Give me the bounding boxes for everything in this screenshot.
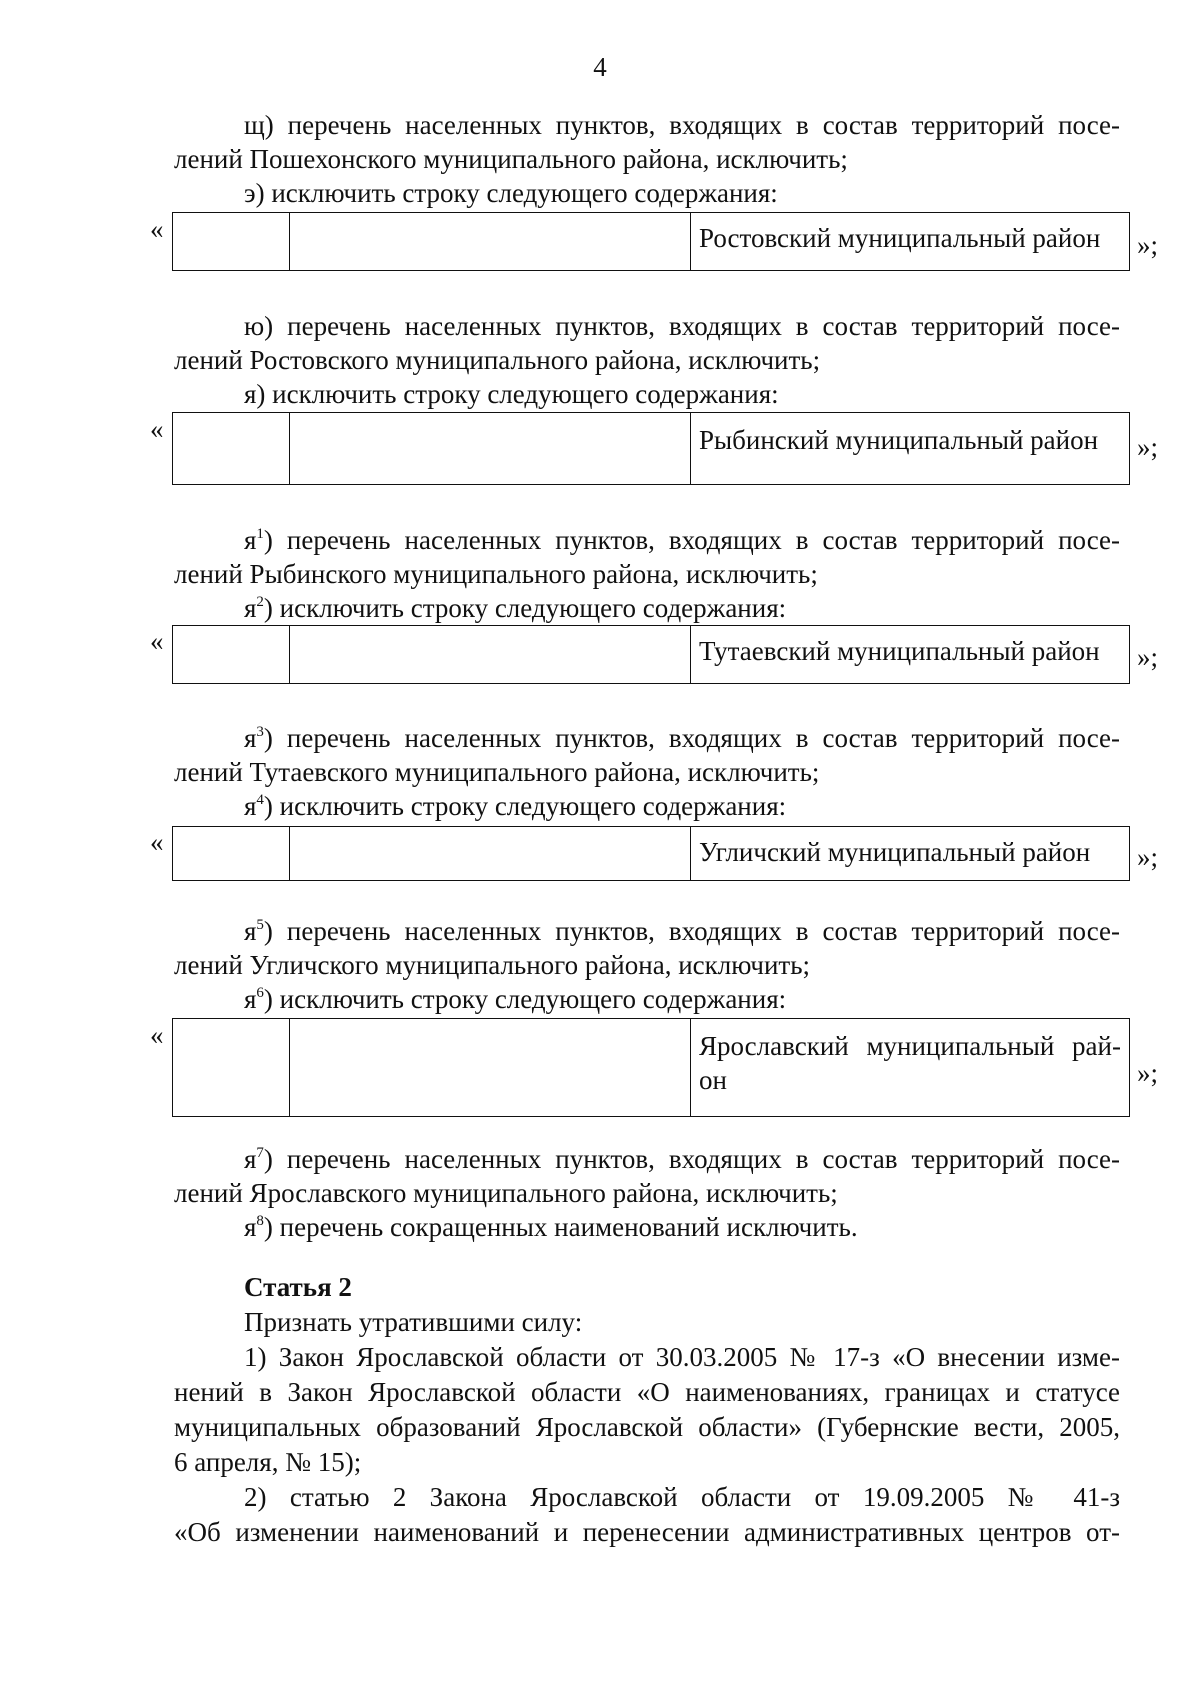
item-ya3-line1: $я^3$) перечень населенных пунктов, входящих в состав территорий посе-	[244, 723, 1120, 753]
item-yu-line2: лений Ростовского муниципального района, исключить;	[174, 345, 821, 375]
item-ya8: $я^8$) перечень сокращенных наименований исключить.	[244, 1212, 858, 1242]
item-shch-line1: щ) перечень населенных пунктов, входящих в состав территорий посе-	[244, 110, 1120, 140]
article-2-p1-line1: 1) Закон Ярославской области от 30.03.2005 № 17-з «О внесении изме-	[244, 1342, 1120, 1372]
article-2-intro: Признать утратившими силу:	[244, 1307, 583, 1337]
article-2-heading: Статья 2	[244, 1272, 352, 1302]
quote-open: «	[150, 414, 164, 444]
quote-close: »;	[1137, 432, 1159, 462]
article-2-p1-line3: муниципальных образований Ярославской области» (Губернские вести, 2005,	[174, 1412, 1120, 1442]
table-cell-empty	[290, 626, 691, 684]
table-cell-empty	[290, 1019, 691, 1117]
table-cell-empty	[173, 827, 290, 881]
table-cell-empty	[173, 213, 290, 271]
item-ya4: $я^4$) исключить строку следующего содержания:	[244, 791, 787, 821]
table-cell-empty	[290, 827, 691, 881]
quote-close: »;	[1137, 1058, 1159, 1088]
excluded-row-table-1	[172, 212, 1130, 271]
table-cell-district: Угличский муниципальный район	[691, 827, 1130, 881]
article-2-p1-line4: 6 апреля, № 15);	[174, 1447, 362, 1477]
district-line1: Ярославский муниципальный рай-	[699, 1031, 1121, 1061]
item-ya3-line2: лений Тутаевского муниципального района, исключить;	[174, 757, 820, 787]
item-ya7-line1: $я^7$) перечень населенных пунктов, входящих в состав территорий посе-	[244, 1144, 1120, 1174]
excluded-row-table-4	[172, 826, 1130, 881]
item-ya1-line1: $я^1$) перечень населенных пунктов, входящих в состав территорий посе-	[244, 525, 1120, 555]
table-cell-empty	[290, 413, 691, 485]
item-ya1-line2: лений Рыбинского муниципального района, исключить;	[174, 559, 818, 589]
table-cell-district: Ростовский муниципальный район	[691, 213, 1130, 271]
quote-close: »;	[1137, 842, 1159, 872]
table-cell-empty	[173, 626, 290, 684]
article-2-p1-line2: нений в Закон Ярославской области «О наименованиях, границах и статусе	[174, 1377, 1120, 1407]
page-number: 4	[593, 52, 607, 82]
excluded-row-table-2	[172, 412, 1130, 485]
quote-close: »;	[1137, 642, 1159, 672]
item-ya7-line2: лений Ярославского муниципального района, исключить;	[174, 1178, 838, 1208]
quote-open: «	[150, 214, 164, 244]
quote-open: «	[150, 827, 164, 857]
item-ya5-line2: лений Угличского муниципального района, исключить;	[174, 950, 811, 980]
article-2-p2-line1: 2) статью 2 Закона Ярославской области от 19.09.2005 № 41-з	[244, 1482, 1120, 1512]
item-yu-line1: ю) перечень населенных пунктов, входящих в состав территорий посе-	[244, 311, 1120, 341]
quote-open: «	[150, 1020, 164, 1050]
quote-close: »;	[1137, 230, 1159, 260]
table-cell-district	[691, 1019, 1130, 1117]
item-ya5-line1: $я^5$) перечень населенных пунктов, входящих в состав территорий посе-	[244, 916, 1120, 946]
district-line2: он	[699, 1065, 727, 1095]
table-cell-district: Рыбинский муниципальный район	[691, 413, 1130, 485]
table-cell-empty	[290, 213, 691, 271]
table-cell-empty	[173, 413, 290, 485]
table-cell-empty	[173, 1019, 290, 1117]
item-ya: я) исключить строку следующего содержания:	[244, 379, 779, 409]
excluded-row-table-5	[172, 1018, 1130, 1117]
item-ya2: $я^2$) исключить строку следующего содержания:	[244, 593, 787, 623]
quote-open: «	[150, 626, 164, 656]
item-shch-line2: лений Пошехонского муниципального района, исключить;	[174, 144, 848, 174]
table-cell-district: Тутаевский муниципальный район	[691, 626, 1130, 684]
item-e: э) исключить строку следующего содержания:	[244, 178, 778, 208]
article-2-p2-line2: «Об изменении наименований и перенесении административных центров от-	[174, 1517, 1120, 1547]
item-ya6: $я^6$) исключить строку следующего содержания:	[244, 984, 787, 1014]
excluded-row-table-3	[172, 625, 1130, 684]
